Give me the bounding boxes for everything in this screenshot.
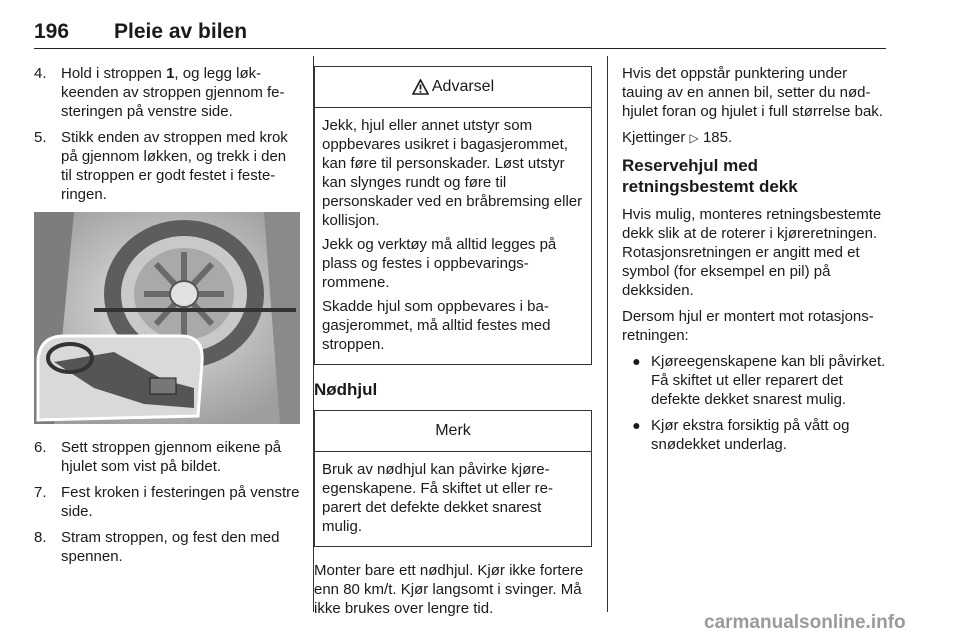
body-paragraph: Hvis mulig, monteres retningsbestemte dekk slik at de roterer i kjøreretningen. Rotasjonsretningen er angitt med et symbol (for eksempel en pil) på dekksiden.: [622, 206, 882, 299]
step-item: 4. Hold i stroppen 1, og legg løkkeenden av stroppen gjennom festeringen på venstre side.: [34, 65, 285, 120]
arrow-reference-icon: ▷: [689, 131, 699, 145]
section-title: Nødhjul: [314, 380, 378, 399]
body-paragraph: Hvis det oppstår punktering under tauing av en annen bil, setter du nødhjulet foran og hjulet i full størrelse bak.: [622, 65, 883, 120]
column-divider: [607, 56, 608, 612]
body-paragraph: Dersom hjul er montert mot rotasjonsretningen:: [622, 308, 874, 344]
column-left: [34, 64, 300, 573]
warning-triangle-icon: [412, 79, 429, 95]
warning-box: [314, 66, 592, 365]
spare-wheel-illustration: [34, 212, 300, 424]
column-middle: [314, 64, 592, 625]
spare-wheel-photo: [34, 212, 300, 424]
reference-link[interactable]: 185: [702, 129, 728, 146]
step-item: 8. Stram stroppen, og fest den med spennen.: [34, 529, 280, 565]
step-item: 7. Fest kroken i festeringen på venstre side.: [34, 484, 300, 520]
warning-title: Advarsel: [431, 78, 495, 95]
bullet-icon: ●: [632, 353, 641, 369]
column-right: [622, 64, 888, 461]
list-item: ● Kjøreegenskapene kan bli påvirket. Få skiftet ut eller reparert det defekte dekket snarest mulig.: [622, 352, 888, 409]
watermark: carmanualsonline.info: [704, 612, 906, 633]
step-item: 5. Stikk enden av stroppen med krok på gjennom løkken, og trekk i den til stroppen er godt festet i festeringen.: [34, 129, 288, 203]
cross-reference: Kjettinger ▷ 185.: [622, 129, 733, 146]
note-title: Merk: [435, 422, 471, 439]
bullet-icon: ●: [632, 417, 641, 433]
section-title: Reservehjul med retningsbestemt dekk: [622, 156, 798, 196]
warning-paragraph: Jekk, hjul eller annet utstyr som oppbevares usikret i bagasjerommet, kan føre til personskader. Løst utstyr kan slynges rundt og føre til personskader ved en bråbremsing eller kollisjon.: [322, 117, 583, 229]
warning-paragraph: Jekk og verktøy må alltid legges på plass og festes i oppbevaringsrommene.: [322, 236, 557, 291]
note-header: [315, 411, 591, 452]
list-item: ● Kjør ekstra forsiktig på vått og snødekket underlag.: [622, 416, 888, 454]
note-box: [314, 410, 592, 547]
page-header: [34, 8, 886, 49]
page-title: Pleie av bilen: [114, 20, 248, 43]
step-item: 6. Sett stroppen gjennom eikene på hjulet som vist på bildet.: [34, 439, 282, 475]
note-text: Bruk av nødhjul kan påvirke kjøreegenskapene. Få skiftet ut eller reparert det defekte dekket snarest mulig.: [322, 461, 553, 535]
warning-header: [315, 67, 591, 108]
body-paragraph: Monter bare ett nødhjul. Kjør ikke fortere enn 80 km/t. Kjør langsomt i svinger. Må ikke brukes over lengre tid.: [314, 562, 584, 617]
page-number: 196: [34, 20, 70, 43]
warning-paragraph: Skadde hjul som oppbevares i bagasjerommet, må alltid festes med stroppen.: [322, 298, 551, 353]
